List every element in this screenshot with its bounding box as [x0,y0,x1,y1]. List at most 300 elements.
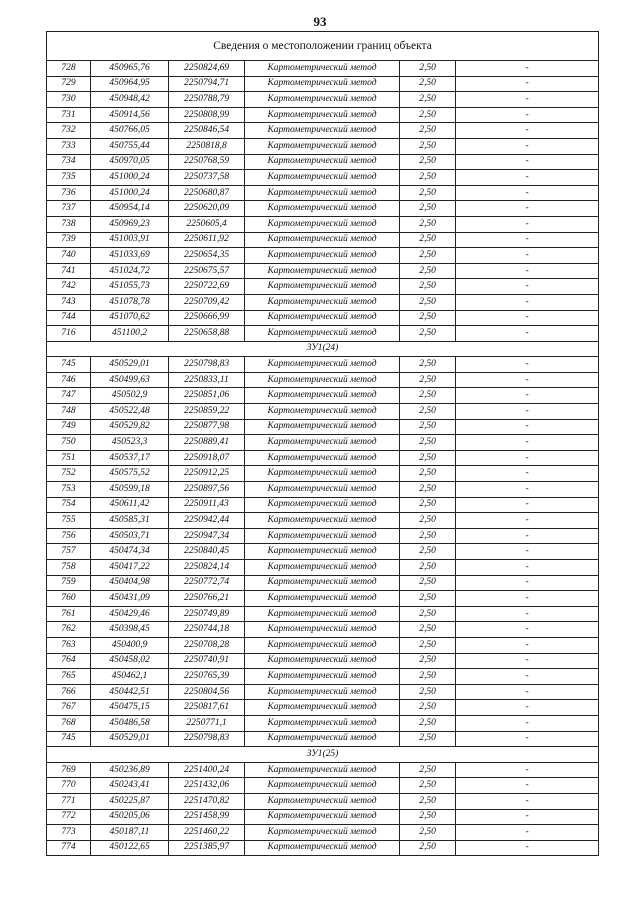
method-cell: Картометрический метод [245,185,400,201]
method-cell: Картометрический метод [245,731,400,747]
table-row [47,528,599,544]
point-number-cell: 758 [47,560,91,576]
x-coordinate-cell: 451003,91 [91,232,169,248]
method-cell: Картометрический метод [245,700,400,716]
point-number-cell: 728 [47,61,91,77]
x-coordinate-cell: 450585,31 [91,513,169,529]
method-cell: Картометрический метод [245,232,400,248]
table-row [47,201,599,217]
note-cell: - [456,263,599,279]
note-cell: - [456,357,599,373]
y-coordinate-cell: 2250709,42 [169,294,245,310]
point-number-cell: 741 [47,263,91,279]
note-cell: - [456,560,599,576]
table-row [47,294,599,310]
x-coordinate-cell: 451000,24 [91,170,169,186]
accuracy-cell: 2,50 [400,372,456,388]
y-coordinate-cell: 2250772,74 [169,575,245,591]
table-row [47,715,599,731]
method-cell: Картометрический метод [245,591,400,607]
table-row [47,606,599,622]
method-cell: Картометрический метод [245,263,400,279]
accuracy-cell: 2,50 [400,294,456,310]
accuracy-cell: 2,50 [400,684,456,700]
table-row [47,778,599,794]
table-row [47,700,599,716]
table-row [47,450,599,466]
x-coordinate-cell: 450458,02 [91,653,169,669]
method-cell: Картометрический метод [245,497,400,513]
accuracy-cell: 2,50 [400,76,456,92]
y-coordinate-cell: 2250708,28 [169,637,245,653]
table-row [47,263,599,279]
accuracy-cell: 2,50 [400,653,456,669]
method-cell: Картометрический метод [245,216,400,232]
method-cell: Картометрический метод [245,357,400,373]
table-row [47,419,599,435]
table-row [47,622,599,638]
note-cell: - [456,435,599,451]
table-row [47,466,599,482]
method-cell: Картометрический метод [245,778,400,794]
note-cell: - [456,248,599,264]
note-cell: - [456,528,599,544]
point-number-cell: 746 [47,372,91,388]
point-number-cell: 767 [47,700,91,716]
y-coordinate-cell: 2250768,59 [169,154,245,170]
note-cell: - [456,154,599,170]
point-number-cell: 757 [47,544,91,560]
accuracy-cell: 2,50 [400,622,456,638]
method-cell: Картометрический метод [245,575,400,591]
note-cell: - [456,700,599,716]
accuracy-cell: 2,50 [400,201,456,217]
method-cell: Картометрический метод [245,248,400,264]
method-cell: Картометрический метод [245,76,400,92]
note-cell: - [456,778,599,794]
table-row [47,669,599,685]
method-cell: Картометрический метод [245,825,400,841]
note-cell: - [456,76,599,92]
y-coordinate-cell: 2250654,35 [169,248,245,264]
note-cell: - [456,809,599,825]
y-coordinate-cell: 2250947,34 [169,528,245,544]
y-coordinate-cell: 2251400,24 [169,762,245,778]
point-number-cell: 740 [47,248,91,264]
method-cell: Картометрический метод [245,92,400,108]
section-label: ЗУ1(24) [47,341,599,357]
x-coordinate-cell: 451055,73 [91,279,169,295]
table-row [47,591,599,607]
method-cell: Картометрический метод [245,450,400,466]
x-coordinate-cell: 450599,18 [91,482,169,498]
y-coordinate-cell: 2250824,69 [169,61,245,77]
table-row [47,216,599,232]
table-row [47,61,599,77]
table-row [47,357,599,373]
x-coordinate-cell: 450948,42 [91,92,169,108]
x-coordinate-cell: 450486,58 [91,715,169,731]
point-number-cell: 752 [47,466,91,482]
accuracy-cell: 2,50 [400,248,456,264]
point-number-cell: 772 [47,809,91,825]
table-row [47,653,599,669]
accuracy-cell: 2,50 [400,170,456,186]
note-cell: - [456,825,599,841]
method-cell: Картометрический метод [245,107,400,123]
x-coordinate-cell: 450187,11 [91,825,169,841]
y-coordinate-cell: 2250877,98 [169,419,245,435]
x-coordinate-cell: 450442,51 [91,684,169,700]
table-row [47,482,599,498]
y-coordinate-cell: 2250851,06 [169,388,245,404]
y-coordinate-cell: 2250788,79 [169,92,245,108]
y-coordinate-cell: 2250817,61 [169,700,245,716]
point-number-cell: 756 [47,528,91,544]
y-coordinate-cell: 2250771,1 [169,715,245,731]
boundary-table [46,31,599,856]
table-row [47,310,599,326]
accuracy-cell: 2,50 [400,107,456,123]
accuracy-cell: 2,50 [400,731,456,747]
note-cell: - [456,840,599,856]
y-coordinate-cell: 2250859,22 [169,404,245,420]
y-coordinate-cell: 2250605,4 [169,216,245,232]
method-cell: Картометрический метод [245,123,400,139]
x-coordinate-cell: 450522,48 [91,404,169,420]
note-cell: - [456,669,599,685]
method-cell: Картометрический метод [245,419,400,435]
table-row [47,123,599,139]
note-cell: - [456,61,599,77]
x-coordinate-cell: 450954,14 [91,201,169,217]
method-cell: Картометрический метод [245,326,400,342]
point-number-cell: 765 [47,669,91,685]
point-number-cell: 774 [47,840,91,856]
y-coordinate-cell: 2251458,99 [169,809,245,825]
x-coordinate-cell: 450205,06 [91,809,169,825]
point-number-cell: 730 [47,92,91,108]
accuracy-cell: 2,50 [400,575,456,591]
accuracy-cell: 2,50 [400,528,456,544]
table-row [47,107,599,123]
method-cell: Картометрический метод [245,138,400,154]
note-cell: - [456,637,599,653]
note-cell: - [456,185,599,201]
note-cell: - [456,684,599,700]
note-cell: - [456,513,599,529]
method-cell: Картометрический метод [245,684,400,700]
table-row [47,809,599,825]
table-row [47,404,599,420]
accuracy-cell: 2,50 [400,466,456,482]
note-cell: - [456,310,599,326]
y-coordinate-cell: 2250722,69 [169,279,245,295]
note-cell: - [456,591,599,607]
x-coordinate-cell: 450914,56 [91,107,169,123]
method-cell: Картометрический метод [245,528,400,544]
x-coordinate-cell: 450611,42 [91,497,169,513]
x-coordinate-cell: 450766,05 [91,123,169,139]
method-cell: Картометрический метод [245,201,400,217]
table-row [47,435,599,451]
method-cell: Картометрический метод [245,809,400,825]
accuracy-cell: 2,50 [400,388,456,404]
table-row [47,513,599,529]
point-number-cell: 770 [47,778,91,794]
x-coordinate-cell: 450429,46 [91,606,169,622]
y-coordinate-cell: 2250680,87 [169,185,245,201]
y-coordinate-cell: 2250658,88 [169,326,245,342]
x-coordinate-cell: 450755,44 [91,138,169,154]
table-row [47,388,599,404]
point-number-cell: 771 [47,793,91,809]
note-cell: - [456,138,599,154]
table-row [47,762,599,778]
point-number-cell: 755 [47,513,91,529]
method-cell: Картометрический метод [245,762,400,778]
x-coordinate-cell: 450225,87 [91,793,169,809]
note-cell: - [456,279,599,295]
accuracy-cell: 2,50 [400,700,456,716]
note-cell: - [456,232,599,248]
y-coordinate-cell: 2250911,43 [169,497,245,513]
table-row [47,840,599,856]
accuracy-cell: 2,50 [400,591,456,607]
note-cell: - [456,482,599,498]
note-cell: - [456,466,599,482]
x-coordinate-cell: 450404,98 [91,575,169,591]
table-title: Сведения о местоположении границ объекта [47,32,599,61]
y-coordinate-cell: 2250766,21 [169,591,245,607]
x-coordinate-cell: 450529,01 [91,731,169,747]
y-coordinate-cell: 2250897,56 [169,482,245,498]
note-cell: - [456,622,599,638]
method-cell: Картометрический метод [245,544,400,560]
y-coordinate-cell: 2251460,22 [169,825,245,841]
table-row [47,279,599,295]
note-cell: - [456,606,599,622]
table-row [47,575,599,591]
table-row [47,92,599,108]
x-coordinate-cell: 450523,3 [91,435,169,451]
x-coordinate-cell: 451000,24 [91,185,169,201]
point-number-cell: 737 [47,201,91,217]
point-number-cell: 761 [47,606,91,622]
accuracy-cell: 2,50 [400,419,456,435]
y-coordinate-cell: 2250744,18 [169,622,245,638]
x-coordinate-cell: 450969,23 [91,216,169,232]
y-coordinate-cell: 2250666,99 [169,310,245,326]
accuracy-cell: 2,50 [400,482,456,498]
y-coordinate-cell: 2250794,71 [169,76,245,92]
note-cell: - [456,419,599,435]
accuracy-cell: 2,50 [400,310,456,326]
method-cell: Картометрический метод [245,637,400,653]
method-cell: Картометрический метод [245,840,400,856]
y-coordinate-cell: 2250942,44 [169,513,245,529]
method-cell: Картометрический метод [245,61,400,77]
method-cell: Картометрический метод [245,404,400,420]
method-cell: Картометрический метод [245,279,400,295]
accuracy-cell: 2,50 [400,450,456,466]
x-coordinate-cell: 450503,71 [91,528,169,544]
point-number-cell: 764 [47,653,91,669]
y-coordinate-cell: 2251432,06 [169,778,245,794]
section-row [47,341,599,357]
point-number-cell: 736 [47,185,91,201]
table-row [47,497,599,513]
page-number: 93 [313,14,327,29]
table-row [47,684,599,700]
note-cell: - [456,170,599,186]
accuracy-cell: 2,50 [400,404,456,420]
method-cell: Картометрический метод [245,372,400,388]
y-coordinate-cell: 2250740,91 [169,653,245,669]
x-coordinate-cell: 450965,76 [91,61,169,77]
point-number-cell: 753 [47,482,91,498]
y-coordinate-cell: 2250765,39 [169,669,245,685]
y-coordinate-cell: 2250912,25 [169,466,245,482]
point-number-cell: 763 [47,637,91,653]
note-cell: - [456,715,599,731]
accuracy-cell: 2,50 [400,138,456,154]
x-coordinate-cell: 451033,69 [91,248,169,264]
table-row [47,76,599,92]
note-cell: - [456,653,599,669]
accuracy-cell: 2,50 [400,793,456,809]
y-coordinate-cell: 2250749,89 [169,606,245,622]
table-row [47,185,599,201]
x-coordinate-cell: 450474,34 [91,544,169,560]
accuracy-cell: 2,50 [400,185,456,201]
table-row [47,731,599,747]
table-row [47,232,599,248]
y-coordinate-cell: 2251470,82 [169,793,245,809]
point-number-cell: 745 [47,357,91,373]
point-number-cell: 760 [47,591,91,607]
x-coordinate-cell: 450964,95 [91,76,169,92]
section-row [47,747,599,763]
point-number-cell: 729 [47,76,91,92]
y-coordinate-cell: 2250737,58 [169,170,245,186]
accuracy-cell: 2,50 [400,606,456,622]
point-number-cell: 734 [47,154,91,170]
accuracy-cell: 2,50 [400,123,456,139]
x-coordinate-cell: 450431,09 [91,591,169,607]
x-coordinate-cell: 450529,82 [91,419,169,435]
accuracy-cell: 2,50 [400,560,456,576]
method-cell: Картометрический метод [245,482,400,498]
accuracy-cell: 2,50 [400,435,456,451]
method-cell: Картометрический метод [245,669,400,685]
point-number-cell: 762 [47,622,91,638]
point-number-cell: 766 [47,684,91,700]
note-cell: - [456,404,599,420]
note-cell: - [456,762,599,778]
method-cell: Картометрический метод [245,513,400,529]
point-number-cell: 750 [47,435,91,451]
y-coordinate-cell: 2250918,07 [169,450,245,466]
table-row [47,248,599,264]
x-coordinate-cell: 450122,65 [91,840,169,856]
y-coordinate-cell: 2250798,83 [169,357,245,373]
point-number-cell: 733 [47,138,91,154]
x-coordinate-cell: 451078,78 [91,294,169,310]
note-cell: - [456,793,599,809]
y-coordinate-cell: 2250818,8 [169,138,245,154]
method-cell: Картометрический метод [245,435,400,451]
method-cell: Картометрический метод [245,653,400,669]
table-row [47,170,599,186]
point-number-cell: 769 [47,762,91,778]
accuracy-cell: 2,50 [400,840,456,856]
point-number-cell: 744 [47,310,91,326]
accuracy-cell: 2,50 [400,778,456,794]
point-number-cell: 748 [47,404,91,420]
accuracy-cell: 2,50 [400,279,456,295]
table-row [47,544,599,560]
x-coordinate-cell: 450475,15 [91,700,169,716]
y-coordinate-cell: 2250675,57 [169,263,245,279]
table-row [47,372,599,388]
x-coordinate-cell: 450236,89 [91,762,169,778]
accuracy-cell: 2,50 [400,216,456,232]
x-coordinate-cell: 450462,1 [91,669,169,685]
point-number-cell: 759 [47,575,91,591]
note-cell: - [456,731,599,747]
x-coordinate-cell: 450417,22 [91,560,169,576]
x-coordinate-cell: 450970,05 [91,154,169,170]
x-coordinate-cell: 450537,17 [91,450,169,466]
accuracy-cell: 2,50 [400,92,456,108]
x-coordinate-cell: 450499,63 [91,372,169,388]
x-coordinate-cell: 450529,01 [91,357,169,373]
y-coordinate-cell: 2250833,11 [169,372,245,388]
note-cell: - [456,497,599,513]
y-coordinate-cell: 2250889,41 [169,435,245,451]
y-coordinate-cell: 2250840,45 [169,544,245,560]
accuracy-cell: 2,50 [400,61,456,77]
note-cell: - [456,92,599,108]
point-number-cell: 731 [47,107,91,123]
method-cell: Картометрический метод [245,170,400,186]
point-number-cell: 754 [47,497,91,513]
accuracy-cell: 2,50 [400,825,456,841]
accuracy-cell: 2,50 [400,513,456,529]
point-number-cell: 745 [47,731,91,747]
x-coordinate-cell: 451100,2 [91,326,169,342]
table-row [47,825,599,841]
y-coordinate-cell: 2250846,54 [169,123,245,139]
note-cell: - [456,123,599,139]
x-coordinate-cell: 450398,45 [91,622,169,638]
point-number-cell: 732 [47,123,91,139]
accuracy-cell: 2,50 [400,326,456,342]
method-cell: Картометрический метод [245,606,400,622]
note-cell: - [456,544,599,560]
point-number-cell: 716 [47,326,91,342]
table-row [47,154,599,170]
method-cell: Картометрический метод [245,793,400,809]
method-cell: Картометрический метод [245,715,400,731]
point-number-cell: 751 [47,450,91,466]
table-row [47,560,599,576]
table-row [47,326,599,342]
method-cell: Картометрический метод [245,388,400,404]
point-number-cell: 735 [47,170,91,186]
y-coordinate-cell: 2250620,09 [169,201,245,217]
